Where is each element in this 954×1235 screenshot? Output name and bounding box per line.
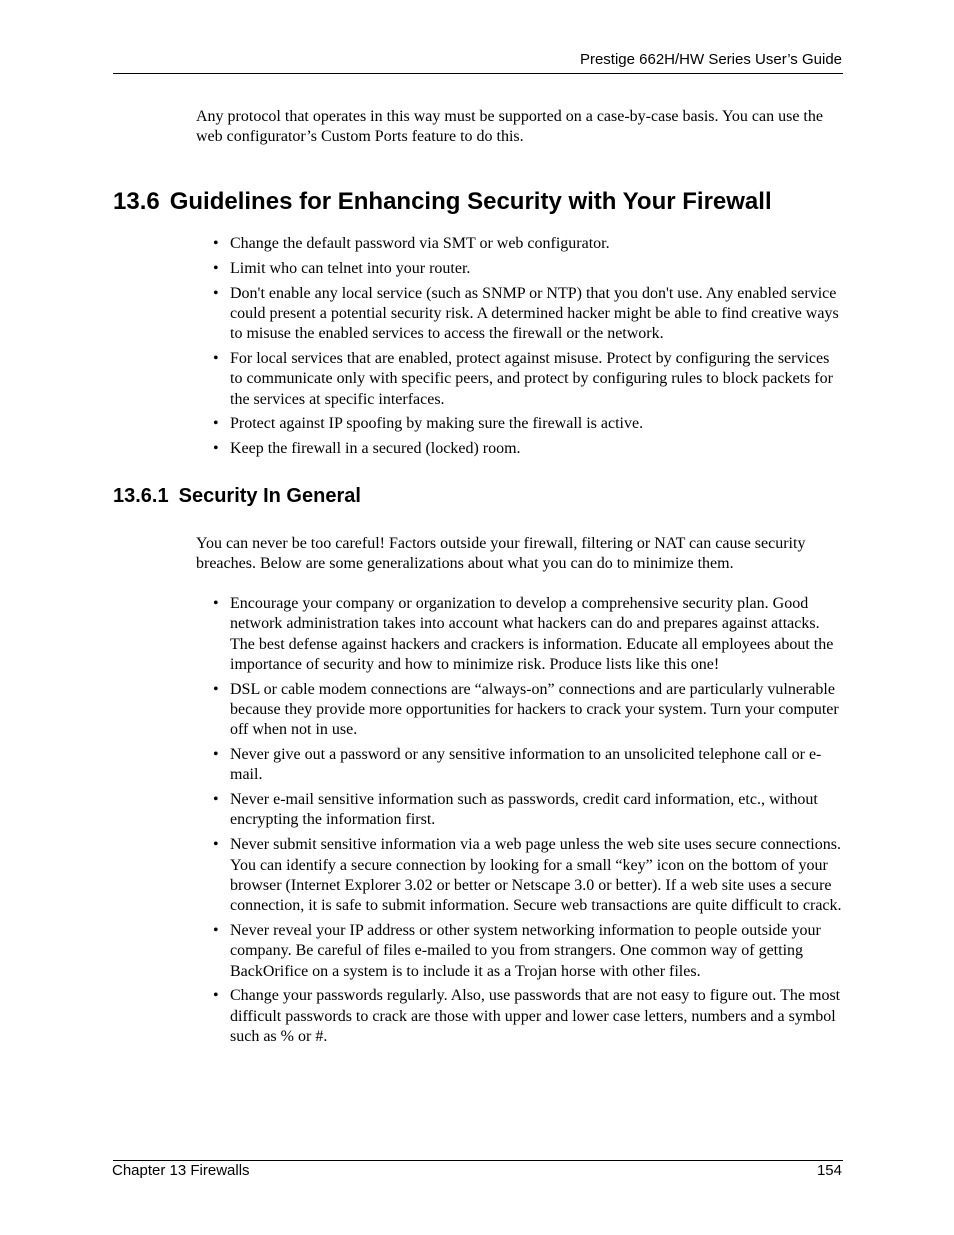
list-item: • Change the default password via SMT or web configurator. [212,234,842,254]
intro-paragraph: Any protocol that operates in this way must be supported on a case-by-case basis. You can use the web configurator’s Custom Ports feature to do this. [196,108,823,146]
list-item: • Limit who can telnet into your router. [212,259,842,279]
running-header: Prestige 662H/HW Series User’s Guide [579,51,842,68]
list-item: • Never reveal your IP address or other system networking information to people outside your company. Be careful of files e-mailed to you from strangers. One common way of getting BackOrifice on a system is to include it as a Trojan horse with other files. [212,921,842,982]
list-item: • Keep the firewall in a secured (locked) room. [212,439,842,459]
subsection-heading [113,485,361,508]
section-number: 13.6 [113,188,160,215]
list-item: • Never submit sensitive information via a web page unless the web site uses secure connections. You can identify a secure connection by looking for a small “key” icon on the bottom of your browser (Internet Explorer 3.02 or better or Netscape 3.0 or better). If a web site uses a secure connection, it is safe to submit information. Secure web transactions are quite difficult to crack. [212,835,842,916]
subsection-number: 13.6.1 [113,485,169,507]
list-item: • Never e-mail sensitive information such as passwords, credit card information, etc., without encrypting the information first. [212,790,842,831]
footer-rule [113,1160,843,1161]
page-number: 154 [816,1162,842,1179]
subsection-paragraph: You can never be too careful! Factors outside your firewall, filtering or NAT can cause security breaches. Below are some generalizations about what you can do to minimize them. [196,535,806,573]
list-item: • Don't enable any local service (such as SNMP or NTP) that you don't use. Any enabled service could present a potential security risk. A determined hacker might be able to find creative ways to misuse the enabled services to access the firewall or the network. [212,284,842,345]
section-title: Guidelines for Enhancing Security with Your Firewall [169,188,772,215]
list-item: • Never give out a password or any sensitive information to an unsolicited telephone call or e-mail. [212,745,842,786]
subsection-title: Security In General [178,485,361,507]
list-item: • Encourage your company or organization to develop a comprehensive security plan. Good network administration takes into account what hackers can do and prepares against attacks. The best defense against hackers and crackers is information. Educate all employees about the importance of security and how to minimize risk. Produce lists like this one! [212,594,842,675]
section-bullet-list [212,234,842,464]
subsection-bullet-list [212,594,842,1052]
section-heading [113,188,772,216]
list-item: • Change your passwords regularly. Also, use passwords that are not easy to figure out. The most difficult passwords to crack are those with upper and lower case letters, numbers and a symbol such as % or #. [212,986,842,1047]
list-item: • Protect against IP spoofing by making sure the firewall is active. [212,414,842,434]
list-item: • DSL or cable modem connections are “always-on” connections and are particularly vulnerable because they provide more opportunities for hackers to crack your system. Turn your computer off when not in use. [212,680,842,741]
list-item: • For local services that are enabled, protect against misuse. Protect by configuring the services to communicate only with specific peers, and protect by configuring rules to block packets for the services at specific interfaces. [212,349,842,410]
header-rule [113,73,843,74]
footer-chapter: Chapter 13 Firewalls [112,1162,250,1179]
